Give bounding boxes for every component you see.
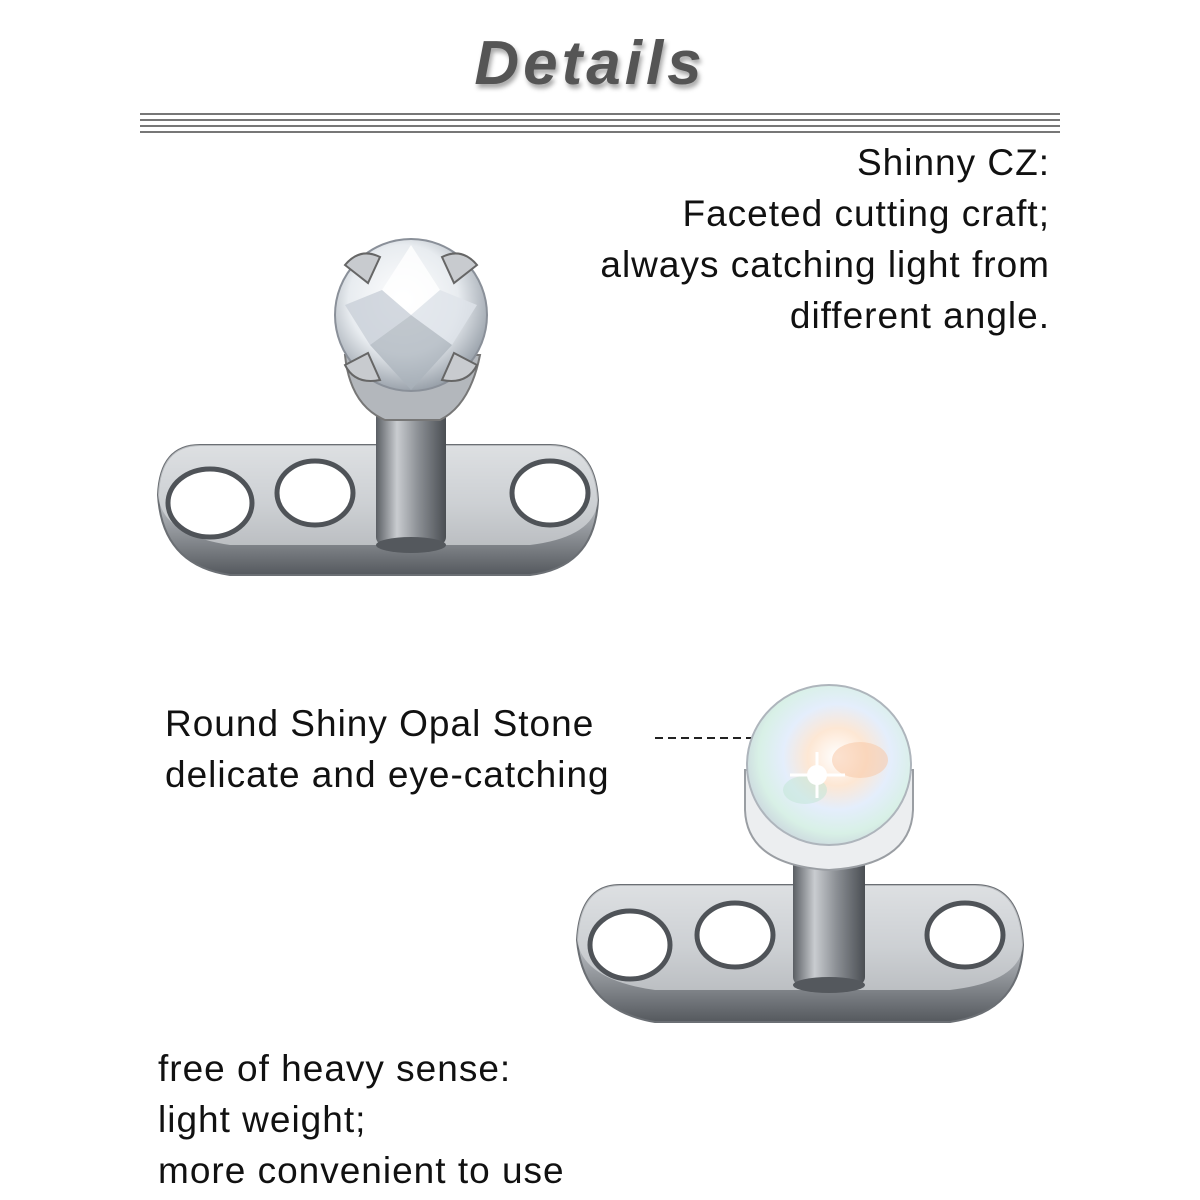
cz-callout-line: Shinny CZ: — [856, 142, 1050, 183]
cz-dermal-anchor-icon — [140, 235, 620, 595]
divider-line — [140, 125, 1060, 127]
cz-callout-line: different angle. — [789, 295, 1050, 336]
divider-line — [140, 113, 1060, 115]
weight-callout-line: free of heavy sense: — [158, 1048, 512, 1089]
divider-line — [140, 119, 1060, 121]
weight-callout-line: more convenient to use — [158, 1150, 565, 1191]
weight-callout-line: light weight; — [158, 1099, 367, 1140]
cz-callout-line: Faceted cutting craft; — [682, 193, 1050, 234]
divider-line — [140, 131, 1060, 133]
page-title: Details — [474, 29, 706, 98]
opal-dermal-anchor-icon — [565, 660, 1045, 1070]
cz-callout-line: always catching light from — [600, 244, 1050, 285]
opal-callout-line: delicate and eye-catching — [165, 754, 610, 795]
opal-callout-line: Round Shiny Opal Stone — [165, 703, 595, 744]
weight-callout — [158, 1043, 758, 1196]
